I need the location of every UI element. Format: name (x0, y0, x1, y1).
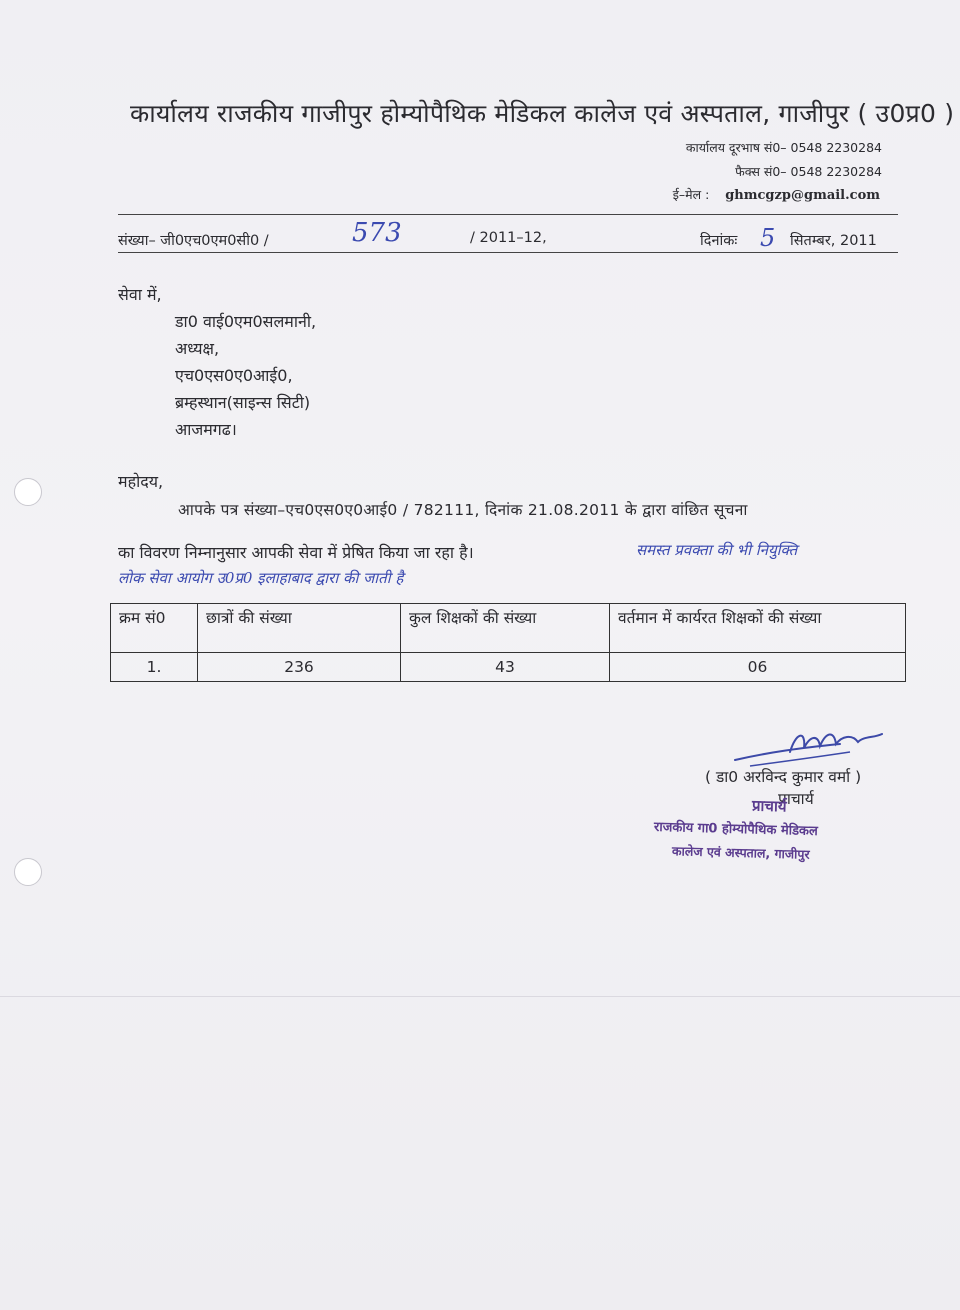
fold-line (0, 996, 960, 997)
date-day: 5 (760, 224, 776, 252)
date-label: दिनांकः (700, 233, 738, 249)
salutation-to: सेवा में, (118, 285, 162, 304)
signatory-name: ( डा0 अरविन्द कुमार वर्मा ) (705, 768, 862, 786)
stamp-line-2: राजकीय गा0 होम्योपैथिक मेडिकल (653, 819, 819, 840)
email-label: ई–मेल : (672, 187, 710, 202)
email-address: ghmcgzp@gmail.com (725, 188, 880, 203)
reference-suffix: / 2011–12, (470, 230, 547, 246)
table-header: वर्तमान में कार्यरत शिक्षकों की संख्या (610, 604, 906, 653)
office-phone: कार्यालय दूरभाष सं0– 0548 2230284 (685, 140, 882, 155)
letterhead-title: कार्यालय राजकीय गाजीपुर होम्योपैथिक मेडिकल कालेज एवं अस्पताल, गाजीपुर ( उ0प्र0 ) (130, 99, 955, 128)
table-cell: 236 (198, 653, 401, 682)
table-header: क्रम सं0 (111, 604, 198, 653)
reference-number: 573 (352, 218, 402, 248)
punch-hole (14, 858, 42, 886)
table-cell: 1. (111, 653, 198, 682)
body-line-2: का विवरण निम्नानुसार आपकी सेवा में प्रेषित किया जा रहा है। (118, 543, 474, 562)
recipient-line: आजमगढ। (175, 420, 237, 439)
reference-prefix: संख्या– जी0एच0एम0सी0 / (118, 233, 269, 249)
recipient-line: ब्रम्हस्थान(साइन्स सिटी) (175, 393, 311, 412)
stamp-line-3: कालेज एवं अस्पताल, गाजीपुर (671, 843, 810, 862)
greeting: महोदय, (118, 472, 164, 491)
signatory-designation: प्राचार्य (778, 790, 814, 808)
table-cell: 06 (610, 653, 906, 682)
email-row (673, 186, 880, 203)
reference-divider (118, 252, 898, 253)
handwritten-note-2: लोक सेवा आयोग उ0प्र0 इलाहाबाद द्वारा की जाती है (118, 569, 404, 587)
table-cell: 43 (401, 653, 610, 682)
table-header: कुल शिक्षकों की संख्या (401, 604, 610, 653)
date-rest: सितम्बर, 2011 (790, 233, 877, 249)
table-header-row (111, 604, 906, 653)
recipient-line: अध्यक्ष, (175, 339, 220, 358)
data-table (110, 603, 906, 682)
stamp-line-1: प्राचार्य (751, 796, 787, 816)
handwritten-note-1: समस्त प्रवक्ता की भी नियुक्ति (636, 541, 798, 559)
body-line-1: आपके पत्र संख्या–एच0एस0ए0आई0 / 782111, दिनांक 21.08.2011 के द्वारा वांछित सूचना (178, 501, 748, 519)
recipient-line: डा0 वाई0एम0सलमानी, (175, 312, 317, 331)
punch-hole (14, 478, 42, 506)
recipient-line: एच0एस0ए0आई0, (175, 366, 293, 385)
office-fax: फैक्स सं0– 0548 2230284 (735, 164, 882, 179)
header-divider (118, 214, 898, 215)
table-row (111, 653, 906, 682)
table-header: छात्रों की संख्या (198, 604, 401, 653)
